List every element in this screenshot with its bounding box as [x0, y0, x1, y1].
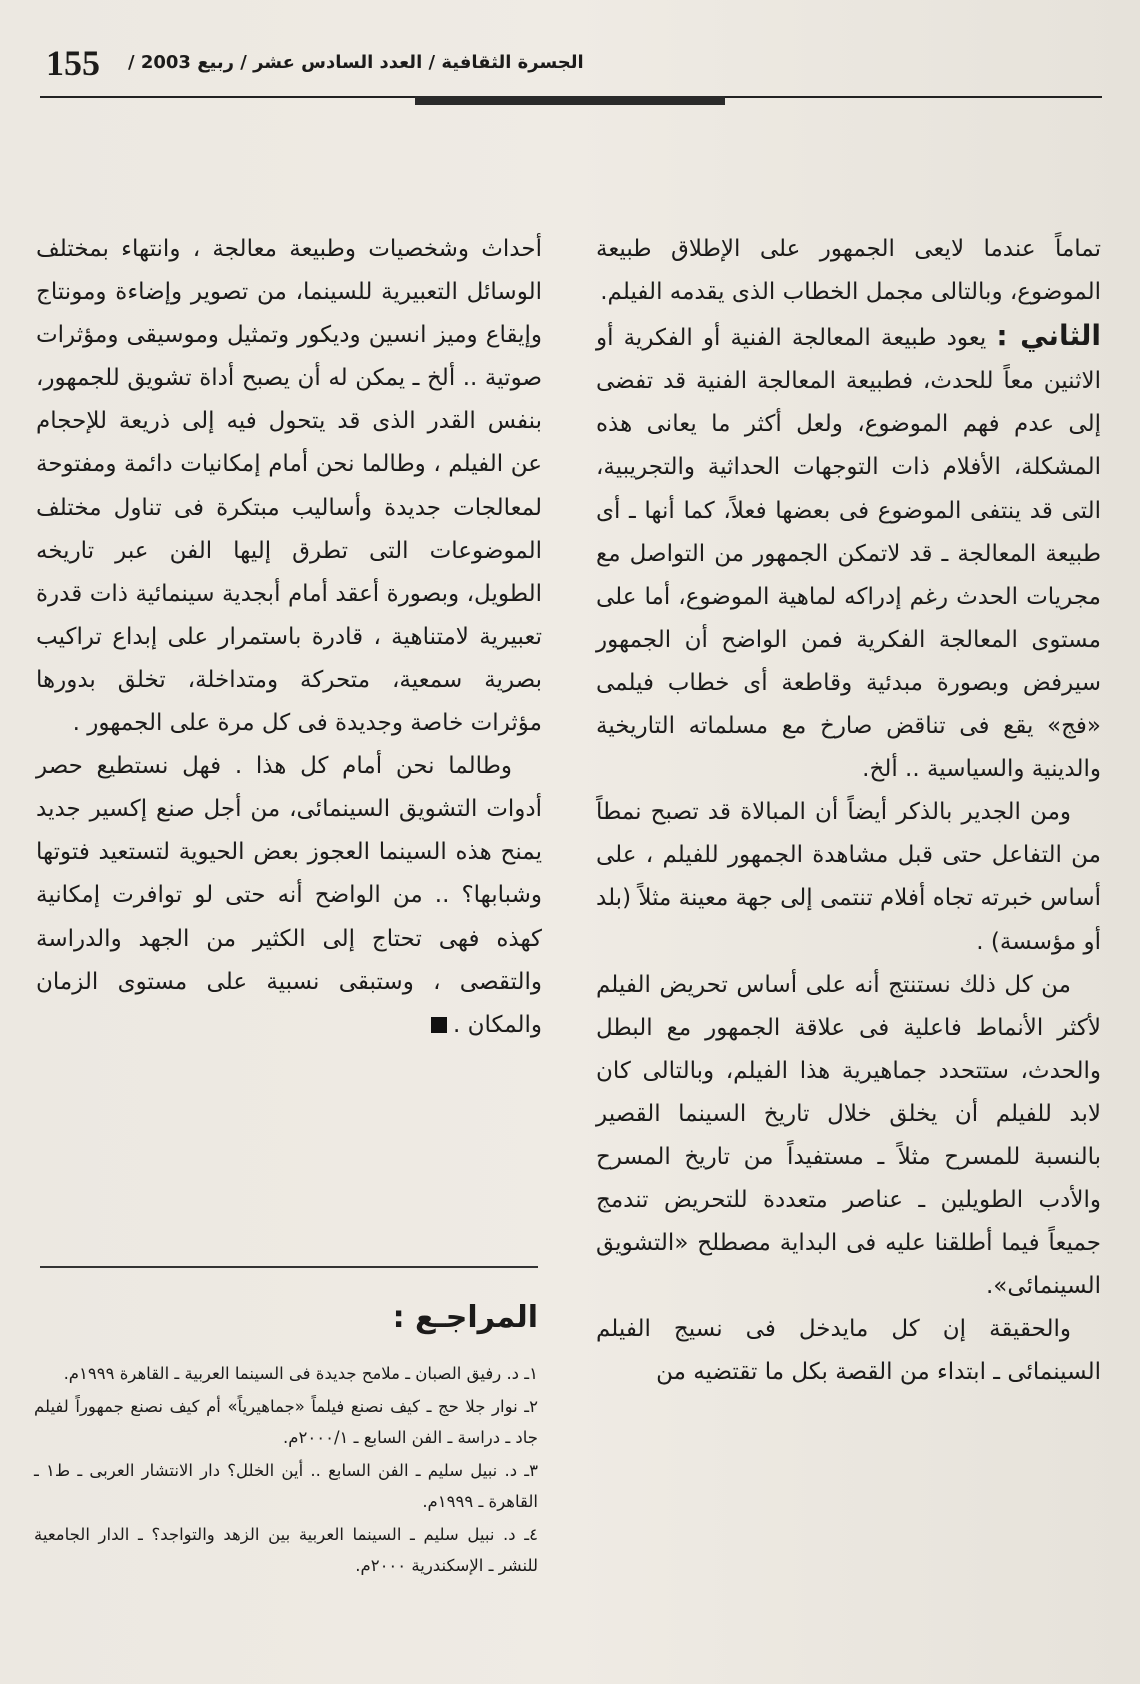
- references-title: المراجـع :: [392, 1300, 538, 1335]
- references-list: [34, 1358, 538, 1583]
- end-of-article-square: [431, 1017, 447, 1033]
- reference-item: ٢ـ نوار جلا حج ـ كيف نصنع فيلماً «جماهيرياً» أم كيف نصنع جمهوراً لفيلم جاد ـ دراسة ـ الفن السابع ـ ٢٠٠٠/١م.: [34, 1397, 538, 1447]
- reference-item: ٤ـ د. نبيل سليم ـ السينما العربية بين الزهد والتواجد؟ ـ الدار الجامعية للنشر ـ الإسكندرية ٢٠٠٠م.: [34, 1525, 538, 1575]
- paragraph-body: يعود طبيعة المعالجة الفنية أو الفكرية أو الاثنين معاً للحدث، فطبيعة المعالجة الفنية قد تفضى إلى عدم فهم الموضوع، ولعل أكثر ما يعانى هذه المشكلة، الأفلام ذات التوجهات الحداثية والتجريبية، التى قد ينتفى الموضوع فى بعضها فعلاً، كما أنها ـ أى طبيعة المعالجة ـ قد لاتمكن الجمهور من التواصل مع مجريات الحدث رغم إدراكه لماهية الموضوع، أما على مستوى المعالجة الفكرية فمن الواضح أن الجمهور سيرفض وبصورة مبدئية وقاطعة أى خطاب فيلمى «فج» يقع فى تناقض صارخ مع مسلماته التاريخية والدينية والسياسية .. ألخ.: [596, 325, 1101, 783]
- running-title: الجسرة الثقافية / العدد السادس عشر / ربيع 2003 /: [128, 52, 584, 73]
- paragraph-final: [36, 745, 542, 1047]
- references-rule: [40, 1266, 538, 1268]
- paragraph: والحقيقة إن كل مايدخل فى نسيج الفيلم السينمائى ـ ابتداء من القصة بكل ما تقتضيه من: [596, 1316, 1101, 1386]
- paragraph-second-point: [596, 314, 1101, 791]
- paragraph: أحداث وشخصيات وطبيعة معالجة ، وانتهاء بمختلف الوسائل التعبيرية للسينما، من تصوير وإضاءة ومونتاج وإيقاع وميز انسين وديكور وتمثيل وموسيقى ومؤثرات صوتية .. ألخ ـ يمكن له أن يصبح أداة تشويق للجمهور، بنفس القدر الذى قد يتحول فيه إلى ذريعة للإحجام عن الفيلم ، وطالما نحن أمام إمكانيات دائمة ومفتوحة لمعالجات جديدة وأساليب مبتكرة فى تناول مختلف الموضوعات التى تطرق إليها الفن عبر تاريخه الطويل، وبصورة أعقد أمام أبجدية سينمائية ذات قدرة تعبيرية لامتناهية ، قادرة باستمرار على إبداع تراكيب بصرية سمعية، متحركة ومتداخلة، تخلق بدورها مؤثرات خاصة وجديدة فى كل مرة على الجمهور .: [36, 236, 542, 737]
- running-header: [40, 40, 1102, 83]
- article-column-right: [596, 228, 1101, 1668]
- reference-item: ١ـ د. رفيق الصبان ـ ملامح جديدة فى السينما العربية ـ القاهرة ١٩٩٩م.: [63, 1364, 538, 1383]
- paragraph-body: وطالما نحن أمام كل هذا . فهل نستطيع حصر أدوات التشويق السينمائى، من أجل صنع إكسير جديد يمنح هذه السينما العجوز بعض الحيوية لتستعيد فتوتها وشبابها؟ .. من الواضح أنه حتى لو توافرت إمكانية كهذه فهى تحتاج إلى الكثير من الجهد والدراسة والتقصى ، وستبقى نسبية على مستوى الزمان والمكان .: [36, 753, 542, 1038]
- page-number: 155: [46, 43, 100, 83]
- paragraph: ومن الجدير بالذكر أيضاً أن المبالاة قد تصبح نمطاً من التفاعل حتى قبل مشاهدة الجمهور للفيلم ، على أساس خبرته تجاه أفلام تنتمى إلى جهة معينة مثلاً (بلد أو مؤسسة) .: [596, 799, 1101, 955]
- paragraph: من كل ذلك نستنتج أنه على أساس تحريض الفيلم لأكثر الأنماط فاعلية فى علاقة الجمهور مع البطل والحدث، ستتحدد جماهيرية هذا الفيلم، وبالتالى كان لابد للفيلم أن يخلق خلال تاريخ السينما القصير بالنسبة للمسرح مثلاً ـ مستفيداً من تاريخ المسرح والأدب الطويلين ـ عناصر متعددة للتحريض تندمج جميعاً فيما أطلقنا عليه فى البداية مصطلح «التشويق السينمائى».: [596, 971, 1101, 1300]
- reference-item: ٣ـ د. نبيل سليم ـ الفن السابع .. أين الخلل؟ دار الانتشار العربى ـ ط١ ـ القاهرة ـ ١٩٩٩م.: [34, 1461, 538, 1511]
- paragraph-lead-word: الثاني :: [996, 319, 1101, 353]
- article-column-left: [36, 228, 542, 1038]
- header-rule-accent: [415, 96, 725, 105]
- paragraph: تماماً عندما لايعى الجمهور على الإطلاق طبيعة الموضوع، وبالتالى مجمل الخطاب الذى يقدمه الفيلم.: [596, 236, 1101, 306]
